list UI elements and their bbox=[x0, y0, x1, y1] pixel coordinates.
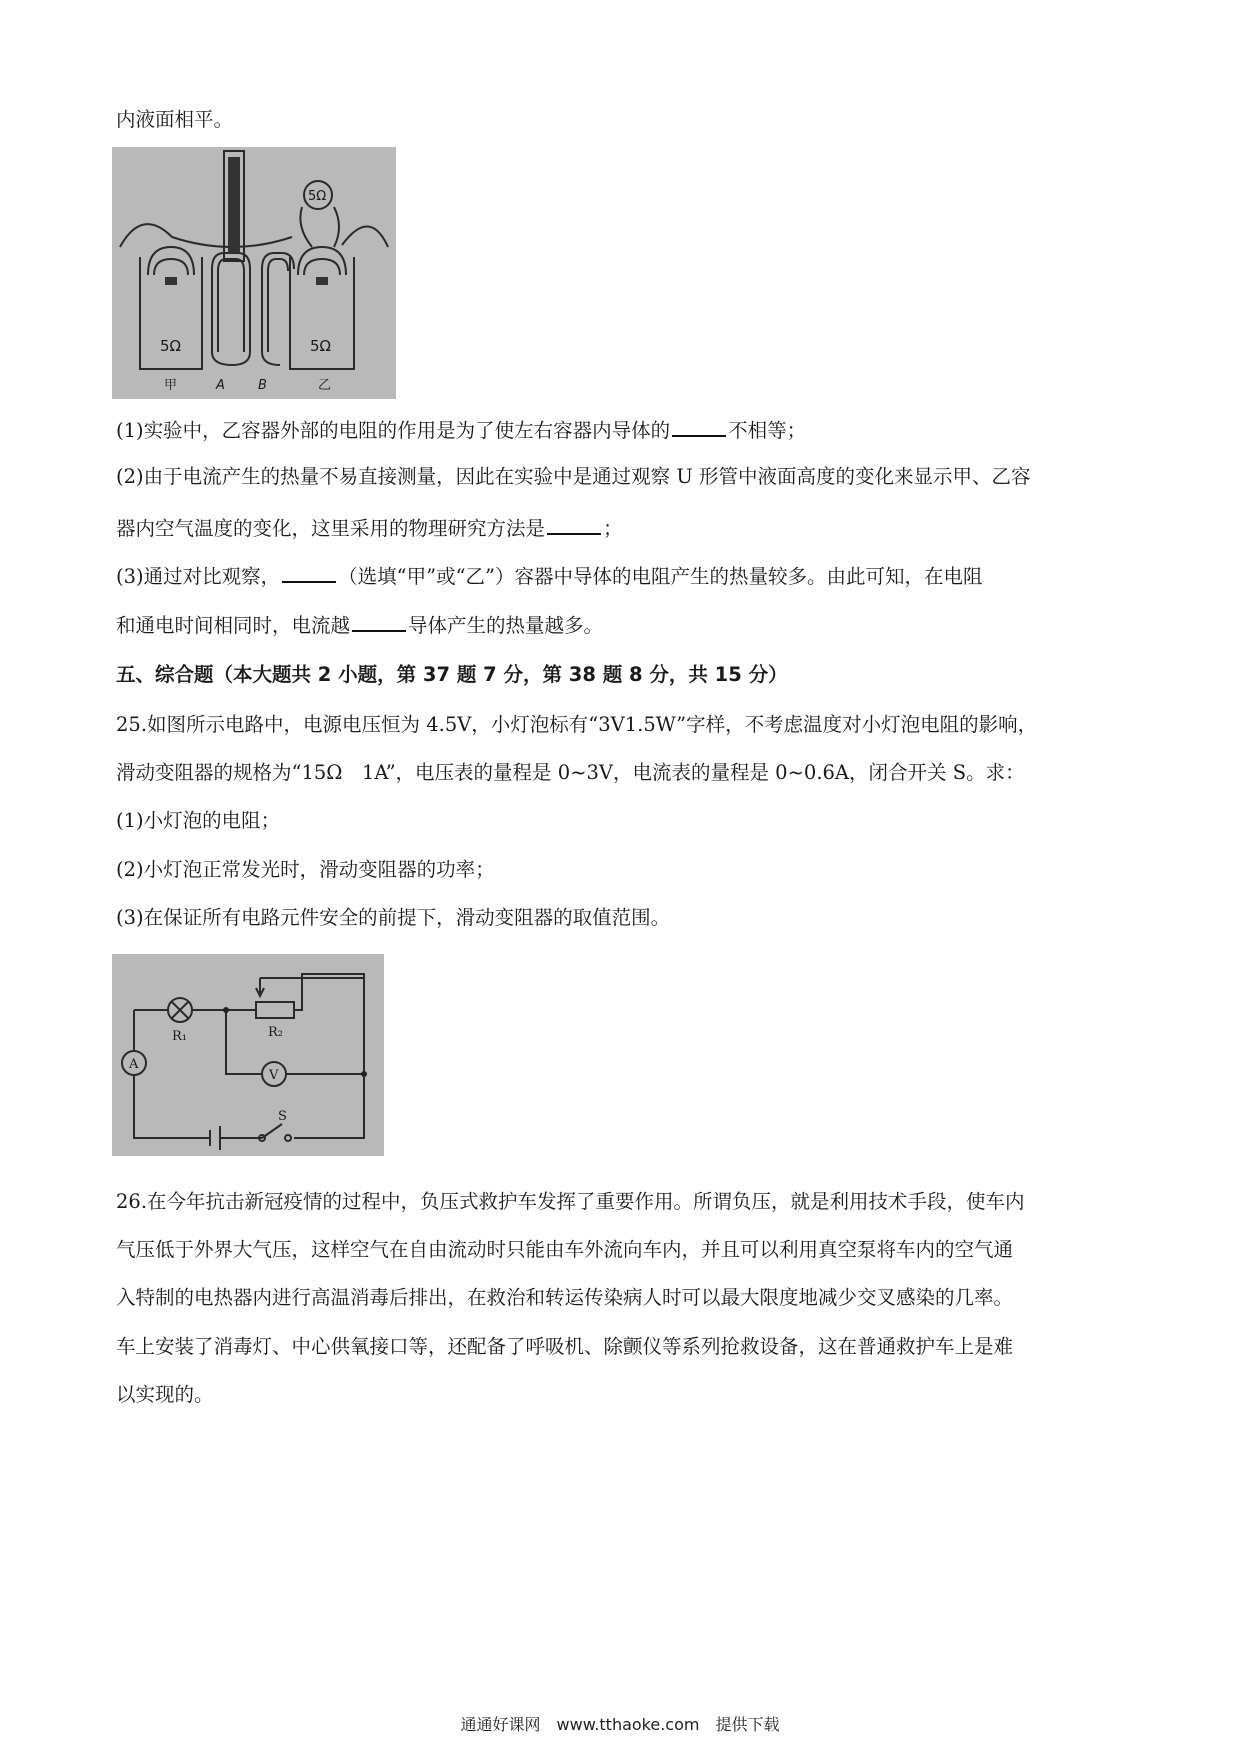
q24-part3-line1: (3)通过对比观察， （选填“甲”或“乙”）容器中导体的电阻产生的热量较多。由此可知，在电阻 bbox=[116, 565, 983, 588]
answer-blank[interactable] bbox=[672, 417, 726, 437]
answer-blank[interactable] bbox=[352, 612, 406, 632]
joule-experiment-figure bbox=[112, 147, 396, 399]
answer-blank[interactable] bbox=[547, 515, 601, 535]
joule-experiment-diagram bbox=[112, 147, 396, 399]
caption-a: A bbox=[216, 378, 225, 393]
circuit-diagram bbox=[112, 954, 384, 1156]
q25-sub3: (3)在保证所有电路元件安全的前提下，滑动变阻器的取值范围。 bbox=[116, 906, 671, 929]
r2-label: R₂ bbox=[268, 1025, 283, 1040]
external-resistor-label: 5Ω bbox=[308, 189, 327, 204]
page-footer: 通通好课网 www.tthaoke.com 提供下载 bbox=[460, 1715, 780, 1734]
q24-part2-line2: 器内空气温度的变化，这里采用的物理研究方法是 ； bbox=[116, 517, 623, 540]
q26-line4: 车上安装了消毒灯、中心供氧接口等，还配备了呼吸机、除颤仪等系列抢救设备，这在普通救护车上是难 bbox=[116, 1335, 1014, 1358]
voltmeter-label: V bbox=[269, 1068, 279, 1083]
caption-jia: 甲 bbox=[164, 378, 178, 393]
q24-part1: (1)实验中，乙容器外部的电阻的作用是为了使左右容器内导体的 不相等； bbox=[116, 419, 807, 442]
left-resistor-label: 5Ω bbox=[160, 337, 182, 355]
r1-label: R₁ bbox=[172, 1029, 187, 1044]
q24-part2-line1: (2)由于电流产生的热量不易直接测量，因此在实验中是通过观察 U 形管中液面高度的变化来显示甲、乙容 bbox=[116, 465, 1031, 488]
q26-line5: 以实现的。 bbox=[116, 1383, 214, 1406]
q25-line2: 滑动变阻器的规格为“15Ω 1A”，电压表的量程是 0~3V，电流表的量程是 0~0.6A，闭合开关 S。求： bbox=[116, 761, 1025, 784]
q26-line3: 入特制的电热器内进行高温消毒后排出，在救治和转运传染病人时可以最大限度地减少交叉感染的几率。 bbox=[116, 1286, 1014, 1309]
text-line: 内液面相平。 bbox=[116, 108, 234, 131]
switch-label: S bbox=[278, 1109, 287, 1124]
q26-line1: 26.在今年抗击新冠疫情的过程中，负压式救护车发挥了重要作用。所谓负压，就是利用技术手段，使车内 bbox=[116, 1190, 1025, 1213]
circuit-figure bbox=[112, 954, 384, 1156]
q24-part3-line2: 和通电时间相同时，电流越 导体产生的热量越多。 bbox=[116, 614, 604, 637]
q25-sub1: (1)小灯泡的电阻； bbox=[116, 809, 281, 832]
section-heading: 五、综合题（本大题共 2 小题，第 37 题 7 分，第 38 题 8 分，共 15 分） bbox=[116, 663, 788, 686]
q26-line2: 气压低于外界大气压，这样空气在自由流动时只能由车外流向车内，并且可以利用真空泵将车内的空气通 bbox=[116, 1238, 1014, 1261]
right-resistor-label: 5Ω bbox=[310, 337, 332, 355]
q25-line1: 25.如图所示电路中，电源电压恒为 4.5V，小灯泡标有“3V1.5W”字样，不考虑温度对小灯泡电阻的影响， bbox=[116, 713, 1038, 736]
q25-sub2: (2)小灯泡正常发光时，滑动变阻器的功率； bbox=[116, 858, 495, 881]
ammeter-label: A bbox=[129, 1057, 139, 1072]
caption-b: B bbox=[258, 378, 267, 393]
answer-blank[interactable] bbox=[282, 563, 336, 583]
caption-yi: 乙 bbox=[318, 378, 332, 393]
